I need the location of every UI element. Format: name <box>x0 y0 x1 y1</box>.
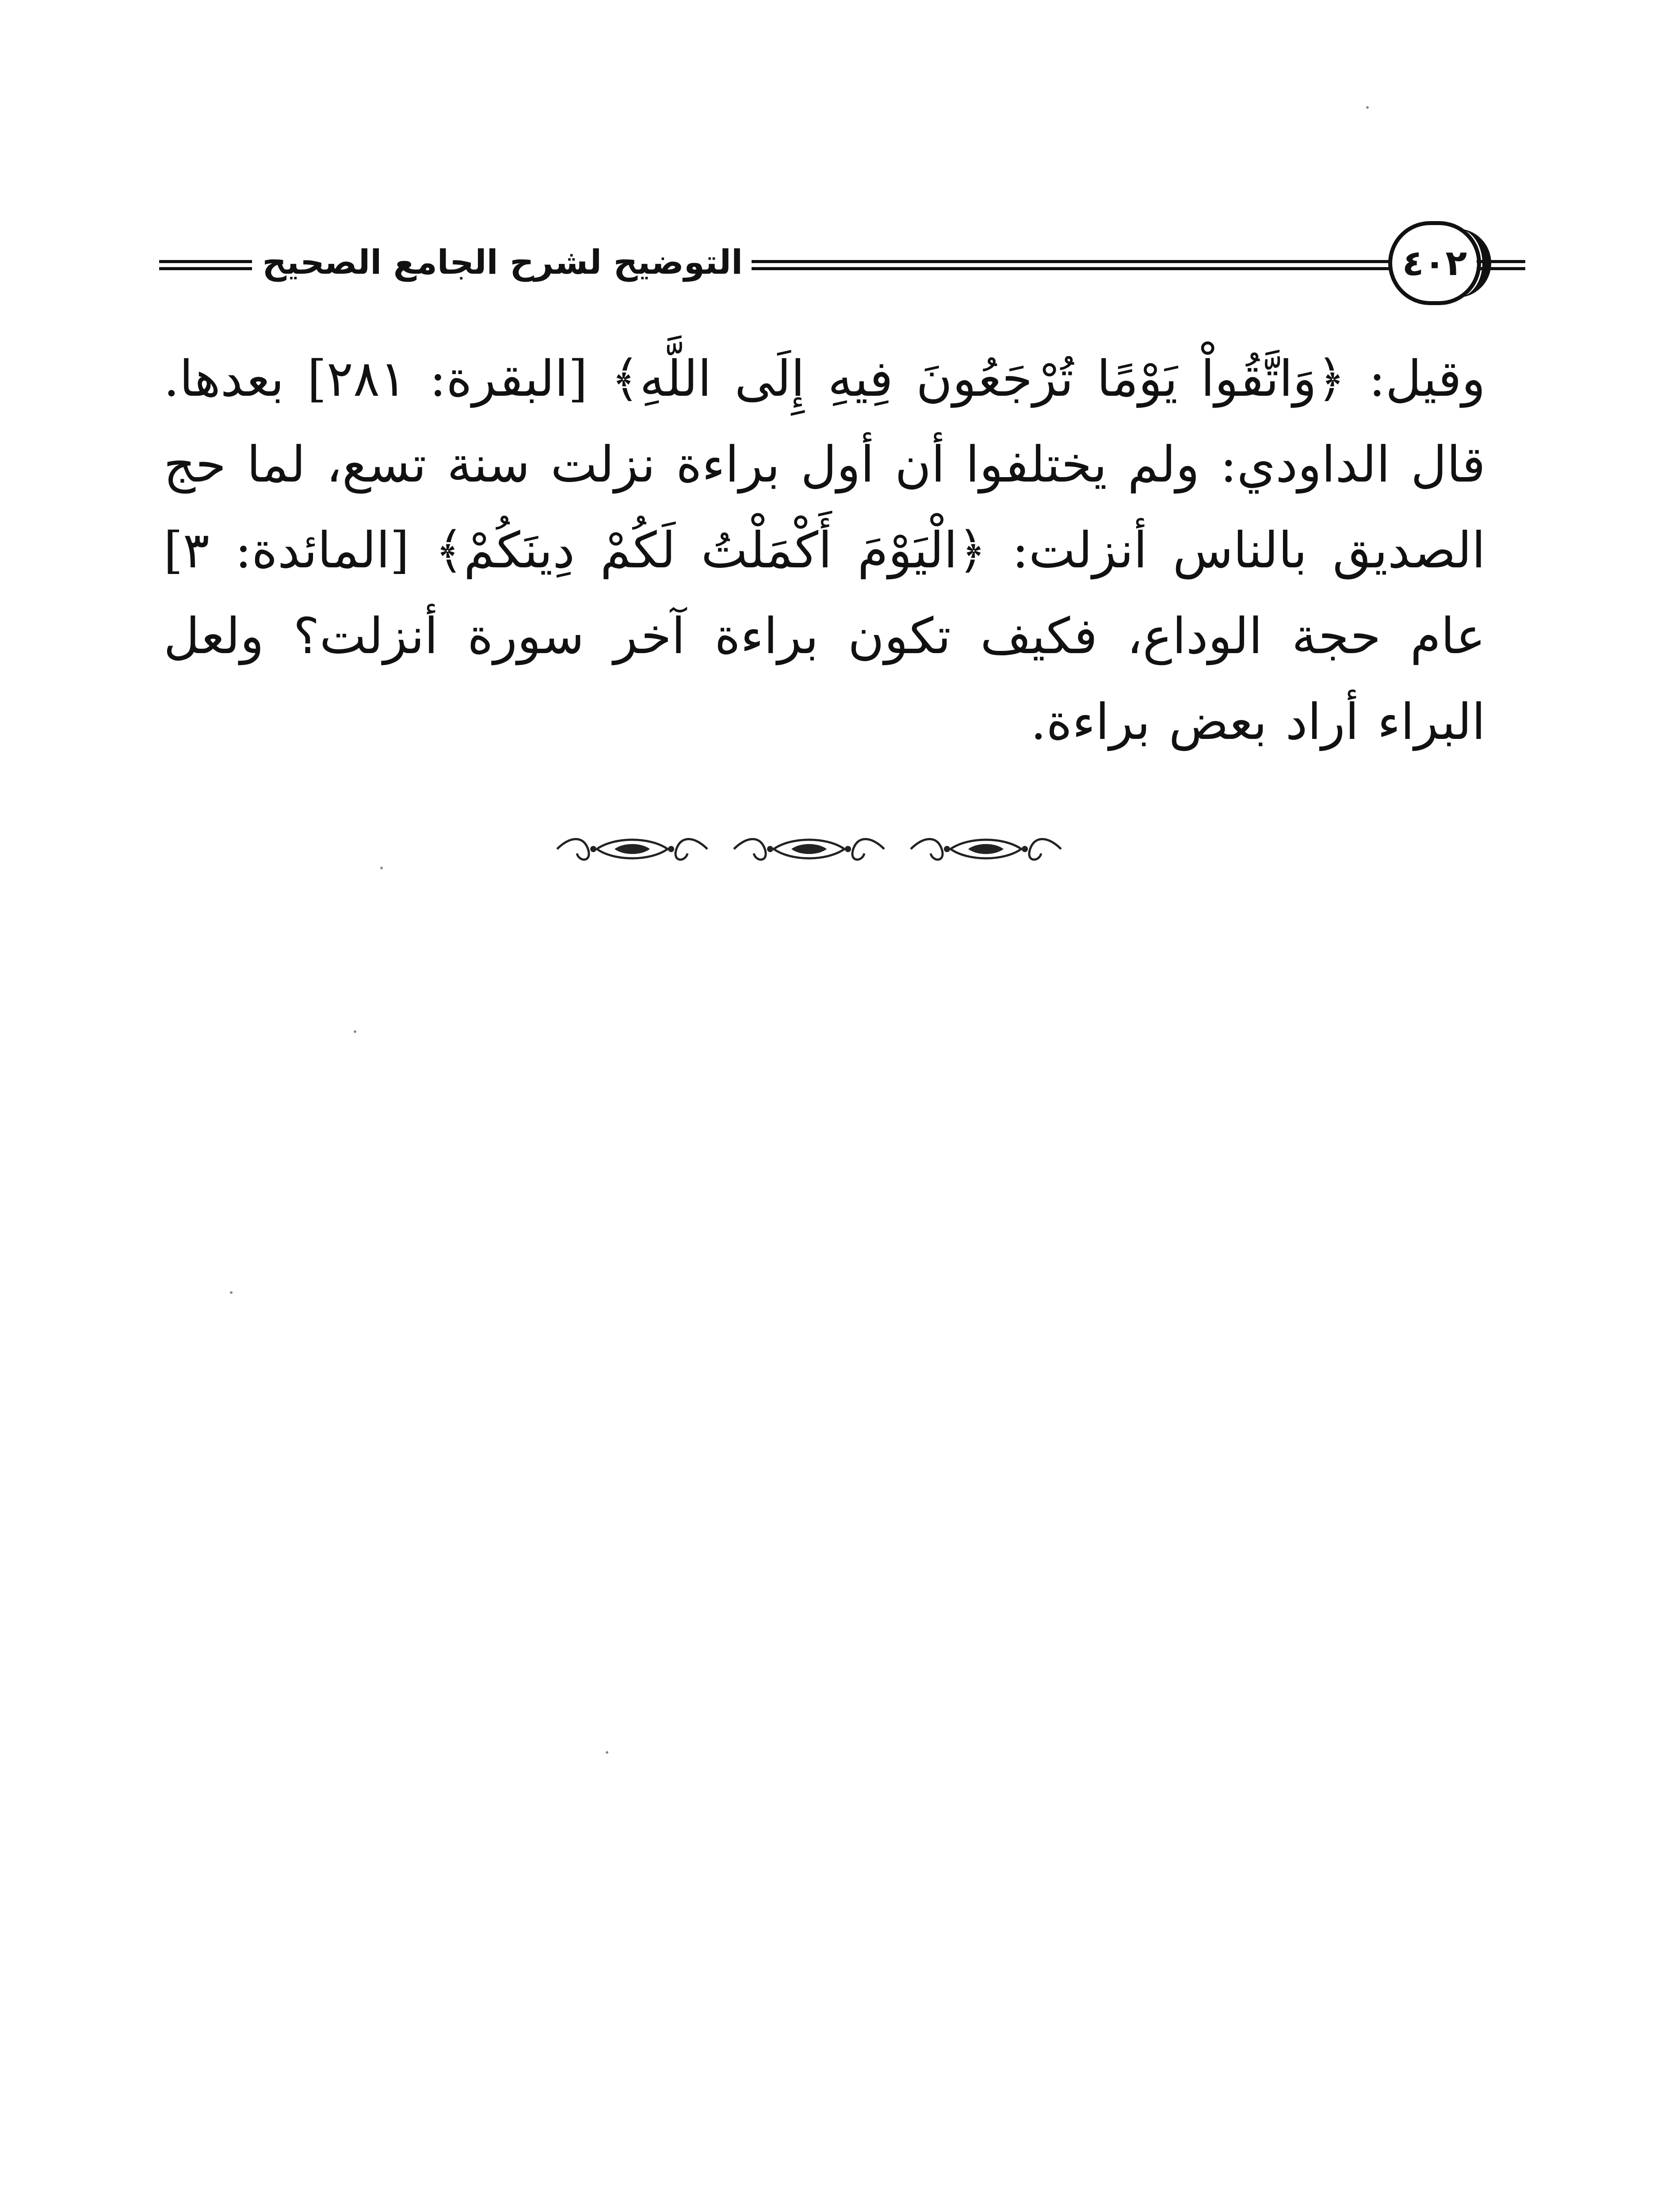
page-number: ٤٠٢ <box>1402 242 1467 283</box>
header-rule-left <box>159 260 252 270</box>
scan-speck <box>230 1291 233 1294</box>
text-segment: وقيل: <box>1345 350 1486 408</box>
book-title: التوضيح لشرح الجامع الصحيح <box>262 242 743 282</box>
floral-divider-icon <box>729 831 889 867</box>
header-rule-middle <box>752 260 1415 270</box>
floral-divider-icon <box>906 831 1065 867</box>
text-segment: [البقرة: ٢٨١] بعدها. قال الداودي: ولم يختلفوا أن أول براءة نزلت سنة تسع، لما حج الصديق بالناس أنزلت: <box>164 350 1485 579</box>
quran-verse: ﴿وَاتَّقُواْ يَوْمًا تُرْجَعُونَ فِيهِ إِلَى اللَّهِ﴾ <box>611 350 1346 408</box>
page-number-badge <box>1388 221 1481 305</box>
scan-speck <box>606 1751 608 1754</box>
floral-divider-icon <box>553 831 712 867</box>
text-segment: [المائدة: ٣] عام حجة الوداع، فكيف تكون براءة آخر سورة أنزلت؟ ولعل البراء أراد بعض براءة. <box>164 522 1485 751</box>
scan-speck <box>380 867 383 869</box>
body-paragraph <box>164 336 1485 765</box>
header-rule-right <box>1477 260 1525 270</box>
paragraph <box>164 336 1485 765</box>
quran-verse: ﴿الْيَوْمَ أَكْمَلْتُ لَكُمْ دِينَكُمْ﴾ <box>435 522 987 579</box>
scan-speck <box>354 1030 356 1033</box>
scan-speck <box>1366 106 1369 109</box>
page-header <box>155 221 1525 314</box>
section-divider-ornament <box>553 829 1065 869</box>
